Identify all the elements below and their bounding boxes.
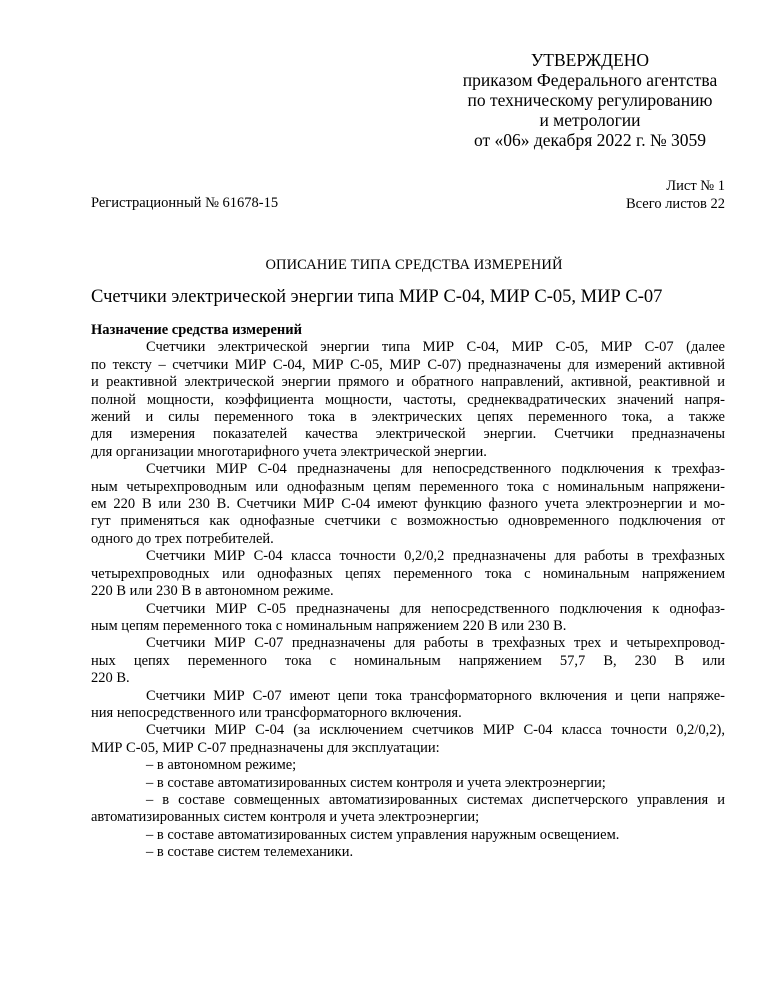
body-line: ем 220 В или 230 В. Счетчики МИР С-04 имеют функцию фазного учета электроэнергии и мо- xyxy=(91,496,725,513)
approval-line: и метрологии xyxy=(539,110,641,130)
body-line: Счетчики МИР С-04 предназначены для непосредственного подключения к трехфаз- xyxy=(146,461,725,478)
approval-line: приказом Федерального агентства xyxy=(462,70,718,90)
body-line: и реактивной электрической энергии прямого и обратного направлений, активной, реактивной и xyxy=(91,374,725,391)
body-line: Счетчики МИР С-07 имеют цепи тока трансформаторного включения и цепи напряже- xyxy=(146,687,725,704)
body-line: для измерения показателей качества электрической энергии. Счетчики предназначены xyxy=(91,426,725,443)
body-line: полной мощности, коэффициента мощности, частоты, среднеквадратических значений напря- xyxy=(91,391,725,408)
sheet-info xyxy=(626,177,725,213)
body-line: Счетчики электрической энергии типа МИР С-04, МИР С-05, МИР С-07 (далее xyxy=(146,339,725,356)
body-line: Счетчики МИР С-05 предназначены для непосредственного подключения к однофаз- xyxy=(146,600,725,617)
list-item: – в составе автоматизированных систем управления наружным освещением. xyxy=(146,826,620,843)
body-line: 220 В или 230 В в автономном режиме. xyxy=(91,583,334,600)
section-heading: Назначение средства измерений xyxy=(91,322,302,338)
list-item-continuation: автоматизированных систем контроля и учета электроэнергии; xyxy=(91,809,480,826)
registration-number: Регистрационный № 61678-15 xyxy=(91,195,279,211)
approval-stamp xyxy=(440,50,740,150)
body-line: жений и силы переменного тока в электрических цепях переменного тока, а также xyxy=(91,409,725,426)
list-item: – в составе систем телемеханики. xyxy=(146,844,354,861)
body-line: Счетчики МИР С-04 (за исключением счетчиков МИР С-04 класса точности 0,2/0,2), xyxy=(146,722,725,739)
list-item: – в составе совмещенных автоматизированных системах диспетчерского управления и xyxy=(146,791,725,808)
sheet-number: Лист № 1 xyxy=(666,178,725,194)
body-line: Счетчики МИР С-07 предназначены для работы в трехфазных трех и четырехпровод- xyxy=(146,635,725,652)
list-item: – в составе автоматизированных систем контроля и учета электроэнергии; xyxy=(146,774,606,791)
approval-line: УТВЕРЖДЕНО xyxy=(530,50,650,70)
body-line: одного до трех потребителей. xyxy=(91,530,274,547)
approval-line: от «06» декабря 2022 г. № 3059 xyxy=(473,130,707,150)
document-body xyxy=(91,322,725,862)
body-line: ных цепях переменного тока с номинальным напряжением 57,7 В, 230 В или xyxy=(91,652,725,669)
body-line: гут применяться как однофазные счетчики с возможностью одновременного подключения от xyxy=(91,513,725,530)
body-line: ным четырехпроводным или однофазным цепям переменного тока с номинальным напряжени- xyxy=(91,478,725,495)
document-type-heading: ОПИСАНИЕ ТИПА СРЕДСТВА ИЗМЕРЕНИЙ xyxy=(265,257,563,273)
sheet-total: Всего листов 22 xyxy=(626,196,725,212)
body-line: Счетчики МИР С-04 класса точности 0,2/0,2 предназначены для работы в трехфазных xyxy=(146,548,725,565)
body-line: МИР С-05, МИР С-07 предназначены для эксплуатации: xyxy=(91,739,440,756)
body-line: по тексту – счетчики МИР С-04, МИР С-05, МИР С-07) предназначены для измерений активной xyxy=(91,356,725,373)
body-line: ния непосредственного или трансформаторного включения. xyxy=(91,704,462,721)
body-line: для организации многотарифного учета электрической энергии. xyxy=(91,443,487,460)
list-item: – в автономном режиме; xyxy=(146,757,297,774)
document-title: Счетчики электрической энергии типа МИР С-04, МИР С-05, МИР С-07 xyxy=(91,287,663,307)
body-line: 220 В. xyxy=(91,670,130,687)
body-line: четырехпроводных или однофазных цепях переменного тока с номинальным напряжением xyxy=(91,565,725,582)
body-line: ным цепям переменного тока с номинальным напряжением 220 В или 230 В. xyxy=(91,617,567,634)
approval-line: по техническому регулированию xyxy=(467,90,713,110)
